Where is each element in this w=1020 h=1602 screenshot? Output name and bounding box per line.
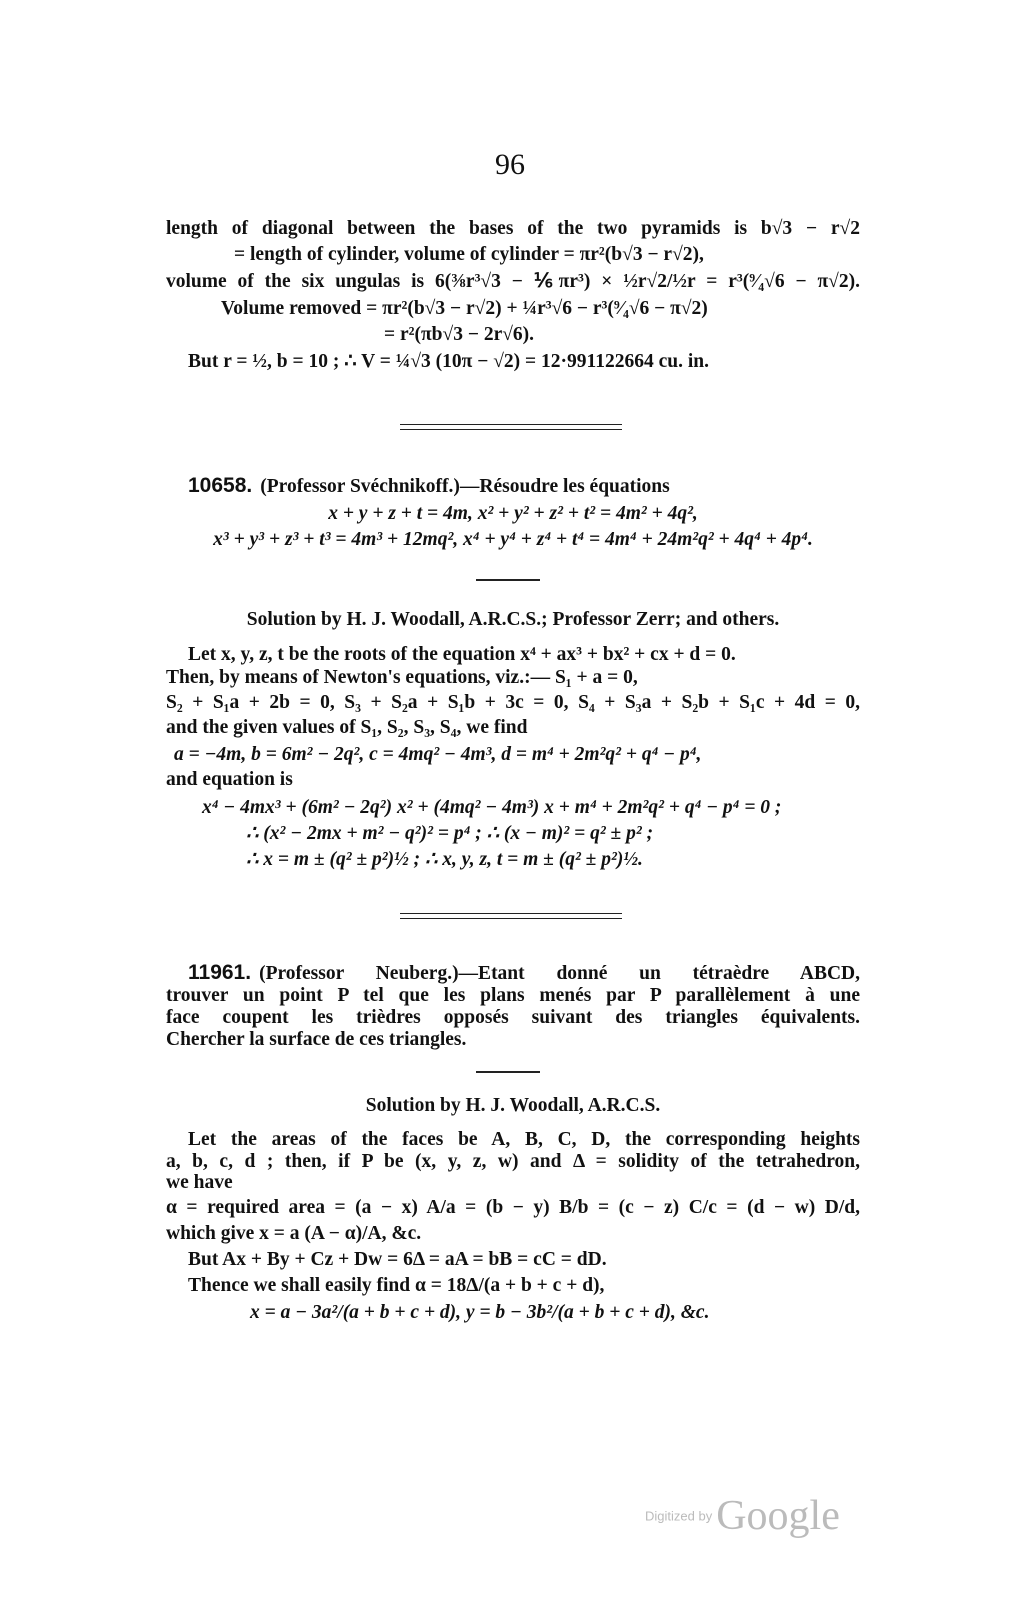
text-line: Volume removed = πr²(b√3 − r√2) + ¼r³√6 − r³(⁹⁄₄√6 − π√2) xyxy=(221,298,708,319)
text-line: a = −4m, b = 6m² − 2q², c = 4mq² − 4m³, d = m⁴ + 2m²q² + q⁴ − p⁴, xyxy=(174,744,702,765)
text-line: volume of the six ungulas is 6(⅜r³√3 − ⅙πr³) × ½r√2/½r = r³(⁹⁄₄√6 − π√2). xyxy=(166,271,860,292)
text-line: x = a − 3a²/(a + b + c + d), y = b − 3b²/(a + b + c + d), &c. xyxy=(250,1302,710,1323)
text-line: which give x = a (A − α)/A, &c. xyxy=(166,1223,422,1244)
text-line: and equation is xyxy=(166,769,293,790)
text-line: But Ax + By + Cz + Dw = 6Δ = aA = bB = cC = dD. xyxy=(188,1249,607,1270)
question-text: (Professor Neuberg.)—Etant donné un tétraèdre ABCD, xyxy=(259,963,860,984)
text-line: But r = ½, b = 10 ; ∴ V = ¼√3 (10π − √2) = 12·991122664 cu. in. xyxy=(188,351,709,372)
text-line: ∴ x = m ± (q² ± p²)½ ; ∴ x, y, z, t = m ± (q² ± p²)½. xyxy=(246,849,643,870)
text-line: Chercher la surface de ces triangles. xyxy=(166,1029,467,1050)
text-line: a, b, c, d ; then, if P be (x, y, z, w) and Δ = solidity of the tetrahedron, xyxy=(166,1151,860,1172)
text-line: α = required area = (a − x) A/a = (b − y) B/b = (c − z) C/c = (d − w) D/d, xyxy=(166,1197,860,1218)
short-divider xyxy=(476,579,540,581)
text-line: and the given values of S₁, S₂, S₃, S₄, we find xyxy=(166,717,528,738)
text-line: length of diagonal between the bases of the two pyramids is b√3 − r√2 xyxy=(166,218,860,239)
solution-credit: Solution by H. J. Woodall, A.R.C.S. xyxy=(365,1095,661,1116)
google-logo: Google xyxy=(716,1493,840,1539)
question-number: 11961. xyxy=(188,961,252,984)
text-line: Thence we shall easily find α = 18Δ/(a + b + c + d), xyxy=(188,1275,605,1296)
text-line: ∴ (x² − 2mx + m² − q²)² = p⁴ ; ∴ (x − m)² = q² ± p² ; xyxy=(246,823,654,844)
short-divider xyxy=(476,1071,540,1073)
text-line: we have xyxy=(166,1172,233,1193)
solution-credit: Solution by H. J. Woodall, A.R.C.S.; Professor Zerr; and others. xyxy=(246,609,780,630)
equation: x³ + y³ + z³ + t³ = 4m³ + 12mq², x⁴ + y⁴ + z⁴ + t⁴ = 4m⁴ + 24m²q² + 4q⁴ + 4p⁴. xyxy=(213,529,813,550)
page-number: 96 xyxy=(495,148,525,181)
text-line: trouver un point P tel que les plans menés par P parallèlement à une xyxy=(166,985,860,1006)
text-line: Let x, y, z, t be the roots of the equation x⁴ + ax³ + bx² + cx + d = 0. xyxy=(188,644,736,665)
question-text: (Professor Svéchnikoff.)—Résoudre les équations xyxy=(260,476,670,497)
watermark-prefix: Digitized by xyxy=(645,1508,713,1524)
text-line: Let the areas of the faces be A, B, C, D, the corresponding heights xyxy=(188,1129,860,1150)
text-line: = length of cylinder, volume of cylinder = πr²(b√3 − r√2), xyxy=(234,244,704,265)
google-watermark xyxy=(645,1492,840,1540)
question-heading xyxy=(166,961,860,986)
section-divider xyxy=(400,424,622,430)
equation: x + y + z + t = 4m, x² + y² + z² + t² = 4m² + 4q², xyxy=(328,503,698,524)
question-heading xyxy=(166,474,860,499)
section-divider xyxy=(400,913,622,919)
text-line: S₂ + S₁a + 2b = 0, S₃ + S₂a + S₁b + 3c = 0, S₄ + S₃a + S₂b + S₁c + 4d = 0, xyxy=(166,692,860,713)
text-line: = r²(πb√3 − 2r√6). xyxy=(384,324,535,345)
text-line: Then, by means of Newton's equations, viz.:— S₁ + a = 0, xyxy=(166,667,638,688)
question-number: 10658. xyxy=(188,474,253,497)
text-line: face coupent les trièdres opposés suivant des triangles équivalents. xyxy=(166,1007,860,1028)
text-line: x⁴ − 4mx³ + (6m² − 2q²) x² + (4mq² − 4m³) x + m⁴ + 2m²q² + q⁴ − p⁴ = 0 ; xyxy=(202,797,782,818)
